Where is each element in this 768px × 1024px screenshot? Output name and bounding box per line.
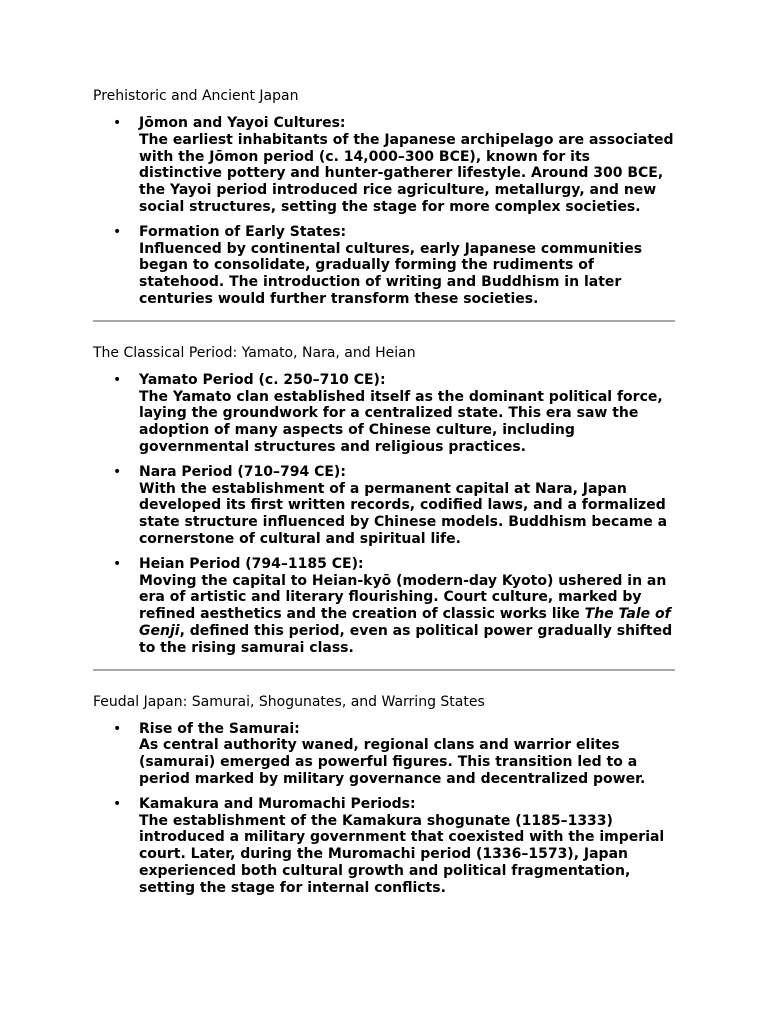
section-divider (93, 669, 675, 671)
item-title: Yamato Period (c. 250–710 CE): (139, 371, 386, 388)
section-list-prehistoric (93, 115, 675, 308)
work-title-italic: The Tale of Genji (139, 606, 671, 639)
item-text (139, 573, 675, 657)
section-list-classical (93, 372, 675, 657)
item-text: The Yamato clan established itself as the dominant political force, laying the groundwork for a centralized state. This era saw the adoption of many aspects of Chinese culture, including governmental structures and religious practices. (139, 388, 663, 455)
list-item (93, 224, 675, 308)
bullet-icon: • (113, 720, 122, 737)
section-list-feudal (93, 721, 675, 897)
item-title: Kamakura and Muromachi Periods: (139, 795, 416, 812)
section-divider (93, 320, 675, 322)
bullet-icon: • (113, 115, 122, 131)
section-title-classical: The Classical Period: Yamato, Nara, and Heian (93, 344, 416, 361)
list-item (93, 556, 675, 657)
item-text-part: , defined this period, even as political power gradually shifted to the rising samurai class. (139, 622, 673, 656)
item-text: The establishment of the Kamakura shogunate (1185–1333) introduced a military government that coexisted with the imperial court. Later, during the Muromachi period (1336–1573), Japan experienced both cultural growth and political fragmentation, setting the stage for internal conflicts. (139, 812, 665, 896)
item-title: Nara Period (710–794 CE): (139, 463, 346, 480)
item-text: The earliest inhabitants of the Japanese archipelago are associated with the Jōmon period (c. 14,000–300 BCE), known for its distinctive pottery and hunter-gatherer lifestyle. Around 300 BCE, the Yayoi period introduced rice agriculture, metallurgy, and new social structures, setting the stage for more complex societies. (139, 131, 674, 215)
bullet-icon: • (113, 371, 122, 388)
list-item (93, 796, 675, 897)
list-item (93, 721, 675, 788)
bullet-icon: • (113, 223, 122, 240)
list-item (93, 372, 675, 456)
item-title: Heian Period (794–1185 CE): (139, 555, 364, 572)
item-title: Formation of Early States: (139, 223, 347, 240)
document-page (93, 86, 675, 896)
item-text-part: Moving the capital to Heian-kyō (modern-day Kyoto) ushered in an era of artistic and literary flourishing. Court culture, marked by refined aesthetics and the creation of classic works like (139, 572, 667, 623)
list-item (93, 115, 675, 216)
item-text: As central authority waned, regional clans and warrior elites (samurai) emerged as powerful figures. This transition led to a period marked by military governance and decentralized power. (139, 737, 646, 787)
bullet-icon: • (113, 463, 122, 480)
section-title-prehistoric: Prehistoric and Ancient Japan (93, 88, 299, 104)
item-text: With the establishment of a permanent capital at Nara, Japan developed its first written records, codified laws, and a formalized state structure influenced by Chinese models. Buddhism became a cornerstone of cultural and spiritual life. (139, 480, 668, 547)
item-text: Influenced by continental cultures, early Japanese communities began to consolidate, gradually forming the rudiments of statehood. The introduction of writing and Buddhism in later centuries would further transform these societies. (139, 240, 643, 307)
item-title: Jōmon and Yayoi Cultures: (139, 115, 346, 131)
bullet-icon: • (113, 555, 122, 572)
item-title: Rise of the Samurai: (139, 720, 300, 737)
section-title-feudal: Feudal Japan: Samurai, Shogunates, and Warring States (93, 693, 485, 710)
list-item (93, 464, 675, 548)
bullet-icon: • (113, 795, 122, 812)
